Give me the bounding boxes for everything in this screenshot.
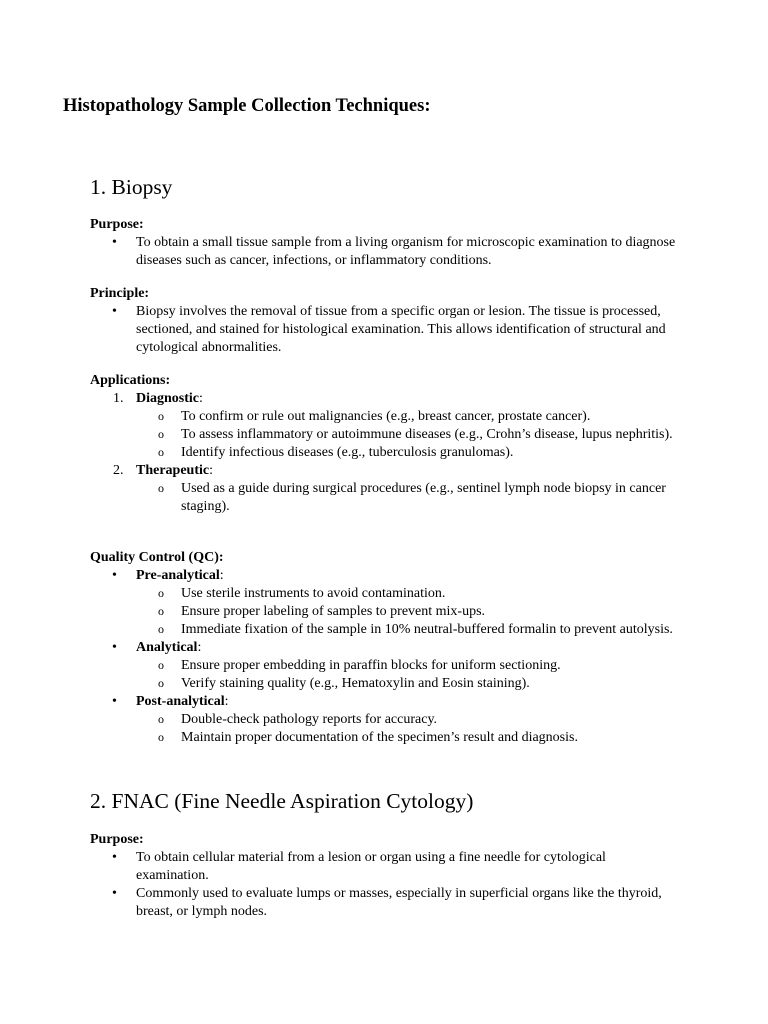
- qc-stage: [90, 639, 680, 657]
- qc-stage-title: Analytical: [136, 640, 198, 655]
- sub-bullet-item: o Double-check pathology reports for accuracy.: [90, 711, 680, 729]
- qc-stage-separator: :: [224, 694, 229, 709]
- applications-label: Applications:: [90, 373, 171, 388]
- qc-stage-title: Post-analytical: [136, 694, 225, 709]
- qc-stage-separator: :: [219, 568, 224, 583]
- sub-bullet-item: o To confirm or rule out malignancies (e.g., breast cancer, prostate cancer).: [90, 408, 680, 426]
- principle-label: Principle:: [90, 286, 150, 301]
- bullet-item: • Biopsy involves the removal of tissue from a specific organ or lesion. The tissue is processed, sectioned, and stained for histological examination. This allows identification of structural and cytological abnormalities.: [90, 303, 680, 357]
- sub-bullet-item: o Use sterile instruments to avoid contamination.: [90, 585, 680, 603]
- item-number: 1.: [113, 391, 124, 406]
- biopsy-quality-control: [90, 549, 680, 747]
- section-heading-biopsy: 1. Biopsy: [90, 175, 173, 199]
- biopsy-purpose: [90, 216, 680, 270]
- sub-bullet-item: o Used as a guide during surgical procedures (e.g., sentinel lymph node biopsy in cancer staging).: [90, 480, 680, 516]
- sub-bullet-item: o Ensure proper labeling of samples to prevent mix-ups.: [90, 603, 680, 621]
- qc-stage-separator: :: [197, 640, 202, 655]
- qc-label: Quality Control (QC):: [90, 550, 224, 565]
- biopsy-principle: [90, 285, 680, 357]
- sub-bullet-item: o Ensure proper embedding in paraffin blocks for uniform sectioning.: [90, 657, 680, 675]
- sub-bullet-item: o To assess inflammatory or autoimmune diseases (e.g., Crohn’s disease, lupus nephritis).: [90, 426, 680, 444]
- bullet-item: • To obtain a small tissue sample from a living organism for microscopic examination to diagnose diseases such as cancer, infections, or inflammatory conditions.: [90, 234, 680, 270]
- numbered-item: [90, 390, 680, 408]
- fnac-purpose: [90, 831, 680, 921]
- document-title: Histopathology Sample Collection Techniques:: [63, 96, 431, 116]
- sub-bullet-item: o Identify infectious diseases (e.g., tuberculosis granulomas).: [90, 444, 680, 462]
- sub-bullet-item: o Maintain proper documentation of the specimen’s result and diagnosis.: [90, 729, 680, 747]
- item-title: Therapeutic: [136, 463, 210, 478]
- section-heading-fnac: 2. FNAC (Fine Needle Aspiration Cytology): [90, 789, 474, 813]
- item-number: 2.: [113, 463, 124, 478]
- item-title: Diagnostic: [136, 391, 199, 406]
- item-separator: :: [209, 463, 213, 478]
- sub-bullet-item: o Verify staining quality (e.g., Hematoxylin and Eosin staining).: [90, 675, 680, 693]
- purpose-label: Purpose:: [90, 832, 144, 847]
- qc-stage: [90, 693, 680, 711]
- bullet-item: • Commonly used to evaluate lumps or masses, especially in superficial organs like the thyroid, breast, or lymph nodes.: [90, 885, 680, 921]
- sub-bullet-item: o Immediate fixation of the sample in 10% neutral-buffered formalin to prevent autolysis.: [90, 621, 680, 639]
- numbered-item: [90, 462, 680, 480]
- item-separator: :: [199, 391, 203, 406]
- bullet-item: • To obtain cellular material from a lesion or organ using a fine needle for cytological examination.: [90, 849, 680, 885]
- purpose-label: Purpose:: [90, 217, 144, 232]
- qc-stage: [90, 567, 680, 585]
- qc-stage-title: Pre-analytical: [136, 568, 220, 583]
- biopsy-applications: [90, 372, 680, 516]
